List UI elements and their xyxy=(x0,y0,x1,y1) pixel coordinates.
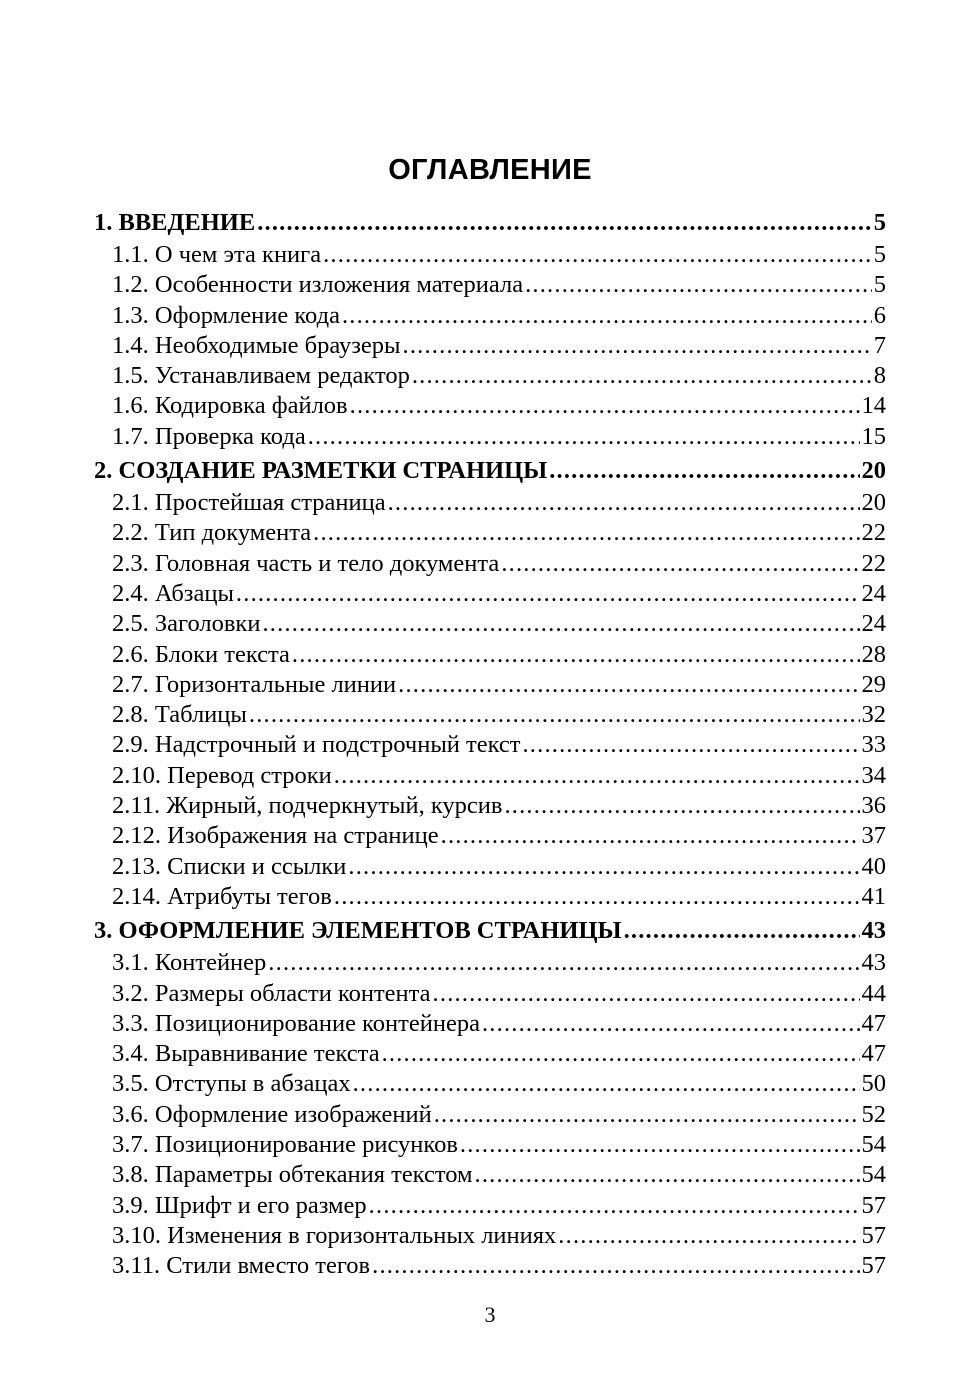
toc-entry-label: 2.12. Изображения на странице xyxy=(112,822,439,850)
toc-dot-leader xyxy=(372,1251,859,1281)
toc-entry-page: 28 xyxy=(861,640,886,668)
toc-entry-page: 43 xyxy=(861,917,886,945)
toc-section-entry[interactable] xyxy=(94,1130,886,1160)
toc-section-entry[interactable] xyxy=(94,1251,886,1281)
toc-entry-label: 3.1. Контейнер xyxy=(112,949,267,977)
toc-dot-leader xyxy=(350,391,860,421)
toc-entry-page: 54 xyxy=(861,1161,886,1189)
toc-entry-page: 43 xyxy=(861,949,886,977)
toc-section-entry[interactable] xyxy=(94,301,886,331)
toc-dot-leader xyxy=(549,453,859,488)
toc-dot-leader xyxy=(257,205,872,240)
toc-dot-leader xyxy=(558,1221,859,1251)
page-number: 3 xyxy=(484,1302,496,1327)
toc-entry-label: 1.5. Устанавливаем редактор xyxy=(112,362,410,390)
toc-dot-leader xyxy=(441,821,860,851)
toc-dot-leader xyxy=(262,609,859,639)
toc-section-entry[interactable] xyxy=(94,730,886,760)
toc-section-entry[interactable] xyxy=(94,948,886,978)
toc-entry-label: 1.6. Кодировка файлов xyxy=(112,392,348,420)
toc-dot-leader xyxy=(412,361,872,391)
toc-entry-page: 40 xyxy=(861,852,886,880)
toc-entry-label: 2.2. Тип документа xyxy=(112,519,312,547)
toc-dot-leader xyxy=(398,670,859,700)
toc-entry-page: 33 xyxy=(861,731,886,759)
toc-entry-page: 52 xyxy=(861,1100,886,1128)
toc-section-entry[interactable] xyxy=(94,1160,886,1190)
toc-entry-label: 2.13. Списки и ссылки xyxy=(112,852,347,880)
toc-entry-label: 3.5. Отступы в абзацах xyxy=(112,1070,351,1098)
toc-dot-leader xyxy=(334,882,860,912)
toc-dot-leader xyxy=(504,791,859,821)
toc-dot-leader xyxy=(236,579,860,609)
toc-entry-page: 57 xyxy=(861,1221,886,1249)
toc-entry-page: 24 xyxy=(861,579,886,607)
toc-entry-label: 3.4. Выравнивание текста xyxy=(112,1040,380,1068)
toc-dot-leader xyxy=(313,518,859,548)
toc-entry-page: 34 xyxy=(861,761,886,789)
toc-dot-leader xyxy=(292,640,860,670)
toc-entry-label: 2.8. Таблицы xyxy=(112,701,247,729)
toc-section-entry[interactable] xyxy=(94,579,886,609)
toc-entry-page: 15 xyxy=(861,422,886,450)
toc-entry-label: 2.14. Атрибуты тегов xyxy=(112,882,332,910)
toc-section-entry[interactable] xyxy=(94,791,886,821)
toc-entry-page: 7 xyxy=(873,331,886,359)
toc-entry-label: 3.10. Изменения в горизонтальных линиях xyxy=(112,1221,557,1249)
toc-entry-page: 5 xyxy=(873,241,886,268)
toc-entry-page: 50 xyxy=(861,1070,886,1098)
toc-dot-leader xyxy=(353,1069,860,1099)
toc-dot-leader xyxy=(525,270,872,300)
toc-dot-leader xyxy=(249,700,860,730)
toc-entry-label: 1.4. Необходимые браузеры xyxy=(112,331,401,359)
toc-section-entry[interactable] xyxy=(94,422,886,452)
toc-dot-leader xyxy=(482,1009,860,1039)
toc-entry-page: 32 xyxy=(861,701,886,729)
toc-entry-page: 44 xyxy=(861,979,886,1007)
toc-entry-page: 8 xyxy=(873,362,886,390)
toc-entry-label: 3.11. Стили вместо тегов xyxy=(112,1252,371,1280)
toc-section-entry[interactable] xyxy=(94,1100,886,1130)
toc-entry-page: 14 xyxy=(861,392,886,420)
toc-section-entry[interactable] xyxy=(94,609,886,639)
toc-entry-page: 29 xyxy=(861,670,886,698)
toc-section-entry[interactable] xyxy=(94,1069,886,1099)
toc-section-entry[interactable] xyxy=(94,488,886,518)
toc-section-entry[interactable] xyxy=(94,1039,886,1069)
toc-dot-leader xyxy=(348,852,859,882)
toc-entry-label: 2.4. Абзацы xyxy=(112,579,234,607)
toc-entry-label: 2.3. Головная часть и тело документа xyxy=(112,549,500,577)
toc-entry-label: 1.7. Проверка кода xyxy=(112,422,306,450)
toc-entry-page: 5 xyxy=(873,209,886,236)
toc-section-entry[interactable] xyxy=(94,1009,886,1039)
toc-dot-leader xyxy=(501,549,859,579)
toc-section-entry[interactable] xyxy=(94,361,886,391)
toc-dot-leader xyxy=(342,301,872,331)
toc-dot-leader xyxy=(369,1191,860,1221)
toc-section-entry[interactable] xyxy=(94,1221,886,1251)
toc-entry-label: 3.9. Шрифт и его размер xyxy=(112,1191,367,1219)
toc-dot-leader xyxy=(382,1039,860,1069)
toc-dot-leader xyxy=(522,730,859,760)
toc-entry-label: 3.2. Размеры области контента xyxy=(112,979,431,1007)
toc-entry-page: 5 xyxy=(873,271,886,299)
toc-entry-label: 2.9. Надстрочный и подстрочный текст xyxy=(112,731,521,759)
toc-entry-page: 47 xyxy=(861,1040,886,1068)
toc-section-entry[interactable] xyxy=(94,821,886,851)
toc-entry-page: 22 xyxy=(861,519,886,547)
toc-section-entry[interactable] xyxy=(94,882,886,912)
toc-section-entry[interactable] xyxy=(94,270,886,300)
toc-entry-label: 3. ОФОРМЛЕНИЕ ЭЛЕМЕНТОВ СТРАНИЦЫ xyxy=(94,917,622,945)
toc-entry-label: 2.11. Жирный, подчеркнутый, курсив xyxy=(112,792,503,820)
toc-section-entry[interactable] xyxy=(94,549,886,579)
toc-entry-label: 2.10. Перевод строки xyxy=(112,761,332,789)
toc-dot-leader xyxy=(334,761,860,791)
toc-entry-page: 57 xyxy=(861,1191,886,1219)
toc-section-entry[interactable] xyxy=(94,391,886,421)
toc-dot-leader xyxy=(323,240,872,270)
toc-entry-label: 1.1. О чем эта книга xyxy=(112,241,322,268)
toc-section-entry[interactable] xyxy=(94,761,886,791)
toc-dot-leader xyxy=(268,948,859,978)
toc-entry-page: 54 xyxy=(861,1131,886,1159)
toc-section-entry[interactable] xyxy=(94,979,886,1009)
toc-chapter-entry[interactable] xyxy=(94,912,886,948)
toc-entry-label: 2. СОЗДАНИЕ РАЗМЕТКИ СТРАНИЦЫ xyxy=(94,457,548,485)
toc-entry-label: 1.2. Особенности изложения материала xyxy=(112,271,524,299)
toc-entry-label: 2.6. Блоки текста xyxy=(112,640,290,668)
toc-section-entry[interactable] xyxy=(94,700,886,730)
toc-dot-leader xyxy=(434,1100,860,1130)
toc-section-entry[interactable] xyxy=(94,1191,886,1221)
toc-section-entry[interactable] xyxy=(94,331,886,361)
toc-chapter-entry[interactable] xyxy=(94,452,886,488)
toc-entry-page: 57 xyxy=(861,1252,886,1280)
page-title: ОГЛАВЛЕНИЕ xyxy=(388,154,592,186)
toc-section-entry[interactable] xyxy=(94,240,886,270)
toc-entry-page: 47 xyxy=(861,1009,886,1037)
toc-entry-label: 3.6. Оформление изображений xyxy=(112,1100,432,1128)
toc-dot-leader xyxy=(403,331,872,361)
toc-entry-page: 37 xyxy=(861,822,886,850)
toc-section-entry[interactable] xyxy=(94,518,886,548)
toc-dot-leader xyxy=(460,1130,860,1160)
toc-entry-page: 36 xyxy=(861,792,886,820)
toc-entry-page: 20 xyxy=(861,457,886,485)
toc-entry-page: 41 xyxy=(861,882,886,910)
toc-entry-page: 22 xyxy=(861,549,886,577)
toc-section-entry[interactable] xyxy=(94,640,886,670)
toc-entry-label: 1.3. Оформление кода xyxy=(112,301,340,329)
toc-chapter-entry[interactable] xyxy=(94,204,886,240)
toc-dot-leader xyxy=(388,488,860,518)
toc-entry-label: 2.7. Горизонтальные линии xyxy=(112,670,397,698)
toc-dot-leader xyxy=(475,1160,860,1190)
toc-entry-label: 3.3. Позиционирование контейнера xyxy=(112,1009,480,1037)
toc-entry-label: 3.8. Параметры обтекания текстом xyxy=(112,1161,473,1189)
toc-entry-label: 1. ВВЕДЕНИЕ xyxy=(94,209,256,236)
table-of-contents xyxy=(94,204,886,1282)
toc-dot-leader xyxy=(308,422,860,452)
toc-entry-page: 6 xyxy=(873,301,886,329)
toc-dot-leader xyxy=(624,913,860,948)
toc-entry-label: 2.5. Заголовки xyxy=(112,610,261,638)
toc-entry-page: 20 xyxy=(861,489,886,517)
toc-entry-page: 24 xyxy=(861,610,886,638)
toc-section-entry[interactable] xyxy=(94,852,886,882)
toc-section-entry[interactable] xyxy=(94,670,886,700)
toc-entry-label: 3.7. Позиционирование рисунков xyxy=(112,1131,458,1159)
toc-dot-leader xyxy=(433,979,860,1009)
toc-entry-label: 2.1. Простейшая страница xyxy=(112,489,386,517)
